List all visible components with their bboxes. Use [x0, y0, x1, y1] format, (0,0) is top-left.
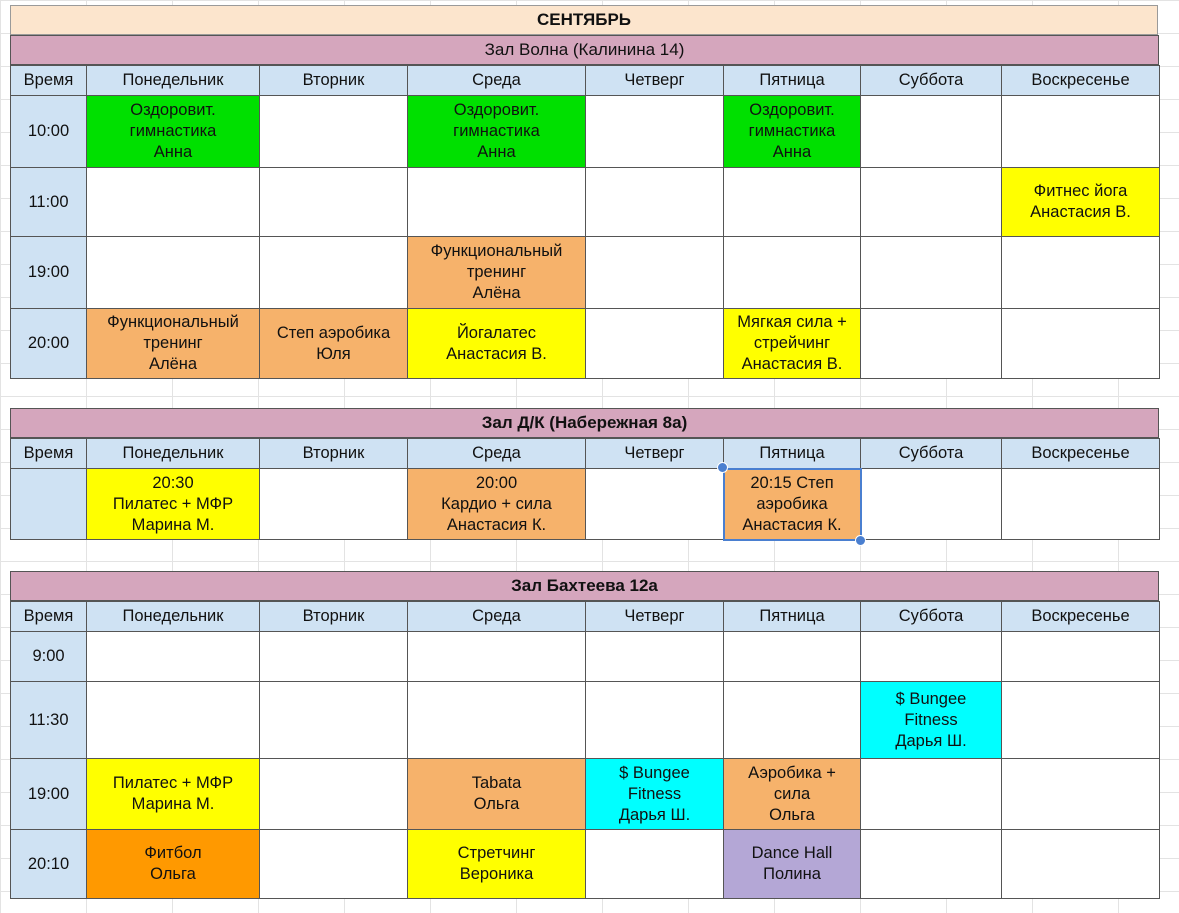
empty-cell[interactable] — [1002, 237, 1160, 309]
class-cell[interactable]: Аэробика + сила Ольга — [724, 759, 861, 830]
empty-cell[interactable] — [87, 168, 260, 237]
class-cell[interactable]: Tabata Ольга — [408, 759, 586, 830]
hall-dk — [10, 408, 1159, 540]
class-cell[interactable]: Пилатес + МФР Марина М. — [87, 759, 260, 830]
time-cell[interactable]: 11:00 — [11, 168, 87, 237]
empty-cell[interactable] — [1002, 830, 1160, 899]
time-row — [11, 237, 1160, 309]
time-cell[interactable]: 20:00 — [11, 309, 87, 379]
class-cell[interactable]: Функциональный тренинг Алёна — [87, 309, 260, 379]
empty-cell[interactable] — [586, 469, 724, 540]
header-friday[interactable]: Пятница — [724, 602, 861, 632]
time-cell[interactable]: 19:00 — [11, 759, 87, 830]
empty-cell[interactable] — [724, 168, 861, 237]
header-sunday[interactable]: Воскресенье — [1002, 439, 1160, 469]
empty-cell[interactable] — [586, 237, 724, 309]
time-cell[interactable]: 11:30 — [11, 682, 87, 759]
class-cell[interactable]: Оздоровит. гимнастика Анна — [408, 96, 586, 168]
empty-cell[interactable] — [1002, 309, 1160, 379]
time-row — [11, 682, 1160, 759]
time-row — [11, 309, 1160, 379]
class-cell[interactable]: Мягкая сила + стрейчинг Анастасия В. — [724, 309, 861, 379]
empty-cell[interactable] — [586, 168, 724, 237]
header-friday[interactable]: Пятница — [724, 66, 861, 96]
class-cell[interactable]: Функциональный тренинг Алёна — [408, 237, 586, 309]
header-tuesday[interactable]: Вторник — [260, 66, 408, 96]
header-thursday[interactable]: Четверг — [586, 66, 724, 96]
class-cell[interactable]: Оздоровит. гимнастика Анна — [724, 96, 861, 168]
empty-cell[interactable] — [1002, 632, 1160, 682]
header-wednesday[interactable]: Среда — [408, 66, 586, 96]
time-row — [11, 830, 1160, 899]
empty-cell[interactable] — [724, 632, 861, 682]
empty-cell[interactable] — [260, 632, 408, 682]
empty-cell[interactable] — [1002, 682, 1160, 759]
header-wednesday[interactable]: Среда — [408, 602, 586, 632]
schedule-table — [10, 438, 1160, 540]
time-cell[interactable]: 19:00 — [11, 237, 87, 309]
empty-cell[interactable] — [260, 96, 408, 168]
empty-cell[interactable] — [260, 237, 408, 309]
header-time[interactable]: Время — [11, 602, 87, 632]
empty-cell[interactable] — [408, 632, 586, 682]
class-cell[interactable]: Фитнес йога Анастасия В. — [1002, 168, 1160, 237]
class-cell[interactable]: Dance Hall Полина — [724, 830, 861, 899]
class-cell[interactable]: 20:00 Кардио + сила Анастасия К. — [408, 469, 586, 540]
hall-bakhteeva — [10, 571, 1159, 899]
empty-cell[interactable] — [861, 830, 1002, 899]
empty-cell[interactable] — [861, 632, 1002, 682]
time-cell[interactable]: 10:00 — [11, 96, 87, 168]
empty-cell[interactable] — [408, 682, 586, 759]
header-saturday[interactable]: Суббота — [861, 66, 1002, 96]
class-cell[interactable]: Оздоровит. гимнастика Анна — [87, 96, 260, 168]
hall-title[interactable]: Зал Волна (Калинина 14) — [10, 35, 1159, 65]
time-cell[interactable]: 9:00 — [11, 632, 87, 682]
empty-cell[interactable] — [861, 237, 1002, 309]
class-cell[interactable]: 20:30 Пилатес + МФР Марина М. — [87, 469, 260, 540]
empty-cell[interactable] — [586, 96, 724, 168]
class-cell[interactable]: 20:15 Степ аэробика Анастасия К. — [724, 469, 861, 540]
header-wednesday[interactable]: Среда — [408, 439, 586, 469]
class-cell[interactable]: $ Bungee Fitness Дарья Ш. — [861, 682, 1002, 759]
empty-cell[interactable] — [861, 469, 1002, 540]
empty-cell[interactable] — [1002, 469, 1160, 540]
month-title[interactable]: СЕНТЯБРЬ — [10, 5, 1158, 35]
hall-title[interactable]: Зал Бахтеева 12а — [10, 571, 1159, 601]
header-time[interactable]: Время — [11, 439, 87, 469]
selection-handle-top[interactable] — [717, 462, 728, 473]
empty-cell[interactable] — [586, 682, 724, 759]
header-monday[interactable]: Понедельник — [87, 602, 260, 632]
header-row — [11, 66, 1160, 96]
header-sunday[interactable]: Воскресенье — [1002, 602, 1160, 632]
header-thursday[interactable]: Четверг — [586, 602, 724, 632]
empty-cell[interactable] — [87, 682, 260, 759]
empty-cell[interactable] — [260, 830, 408, 899]
header-friday[interactable]: Пятница — [724, 439, 861, 469]
header-sunday[interactable]: Воскресенье — [1002, 66, 1160, 96]
time-cell[interactable]: 20:10 — [11, 830, 87, 899]
header-row — [11, 439, 1160, 469]
empty-cell[interactable] — [87, 632, 260, 682]
empty-cell[interactable] — [861, 168, 1002, 237]
class-cell[interactable]: Фитбол Ольга — [87, 830, 260, 899]
header-monday[interactable]: Понедельник — [87, 66, 260, 96]
schedule-table — [10, 601, 1160, 899]
empty-cell[interactable] — [586, 309, 724, 379]
schedule-table — [10, 65, 1160, 379]
header-monday[interactable]: Понедельник — [87, 439, 260, 469]
empty-cell[interactable] — [861, 96, 1002, 168]
empty-cell[interactable] — [408, 168, 586, 237]
class-cell[interactable]: $ Bungee Fitness Дарья Ш. — [586, 759, 724, 830]
header-tuesday[interactable]: Вторник — [260, 439, 408, 469]
hall-volna — [10, 35, 1159, 379]
time-row — [11, 759, 1160, 830]
header-saturday[interactable]: Суббота — [861, 439, 1002, 469]
header-row — [11, 602, 1160, 632]
class-cell[interactable]: Степ аэробика Юля — [260, 309, 408, 379]
empty-cell[interactable] — [87, 237, 260, 309]
header-thursday[interactable]: Четверг — [586, 439, 724, 469]
time-row — [11, 96, 1160, 168]
empty-cell[interactable] — [586, 632, 724, 682]
selection-handle-bottom[interactable] — [855, 535, 866, 546]
empty-cell[interactable] — [1002, 759, 1160, 830]
empty-cell[interactable] — [1002, 96, 1160, 168]
empty-cell[interactable] — [260, 682, 408, 759]
empty-cell[interactable] — [260, 469, 408, 540]
empty-cell[interactable] — [724, 237, 861, 309]
hall-title[interactable]: Зал Д/К (Набережная 8а) — [10, 408, 1159, 438]
time-row — [11, 632, 1160, 682]
time-cell[interactable] — [11, 469, 87, 540]
empty-cell[interactable] — [861, 759, 1002, 830]
header-saturday[interactable]: Суббота — [861, 602, 1002, 632]
empty-cell[interactable] — [260, 168, 408, 237]
class-cell[interactable]: Йогалатес Анастасия В. — [408, 309, 586, 379]
header-time[interactable]: Время — [11, 66, 87, 96]
empty-cell[interactable] — [724, 682, 861, 759]
class-cell[interactable]: Стретчинг Вероника — [408, 830, 586, 899]
time-row — [11, 469, 1160, 540]
header-tuesday[interactable]: Вторник — [260, 602, 408, 632]
time-row — [11, 168, 1160, 237]
empty-cell[interactable] — [260, 759, 408, 830]
empty-cell[interactable] — [586, 830, 724, 899]
empty-cell[interactable] — [861, 309, 1002, 379]
